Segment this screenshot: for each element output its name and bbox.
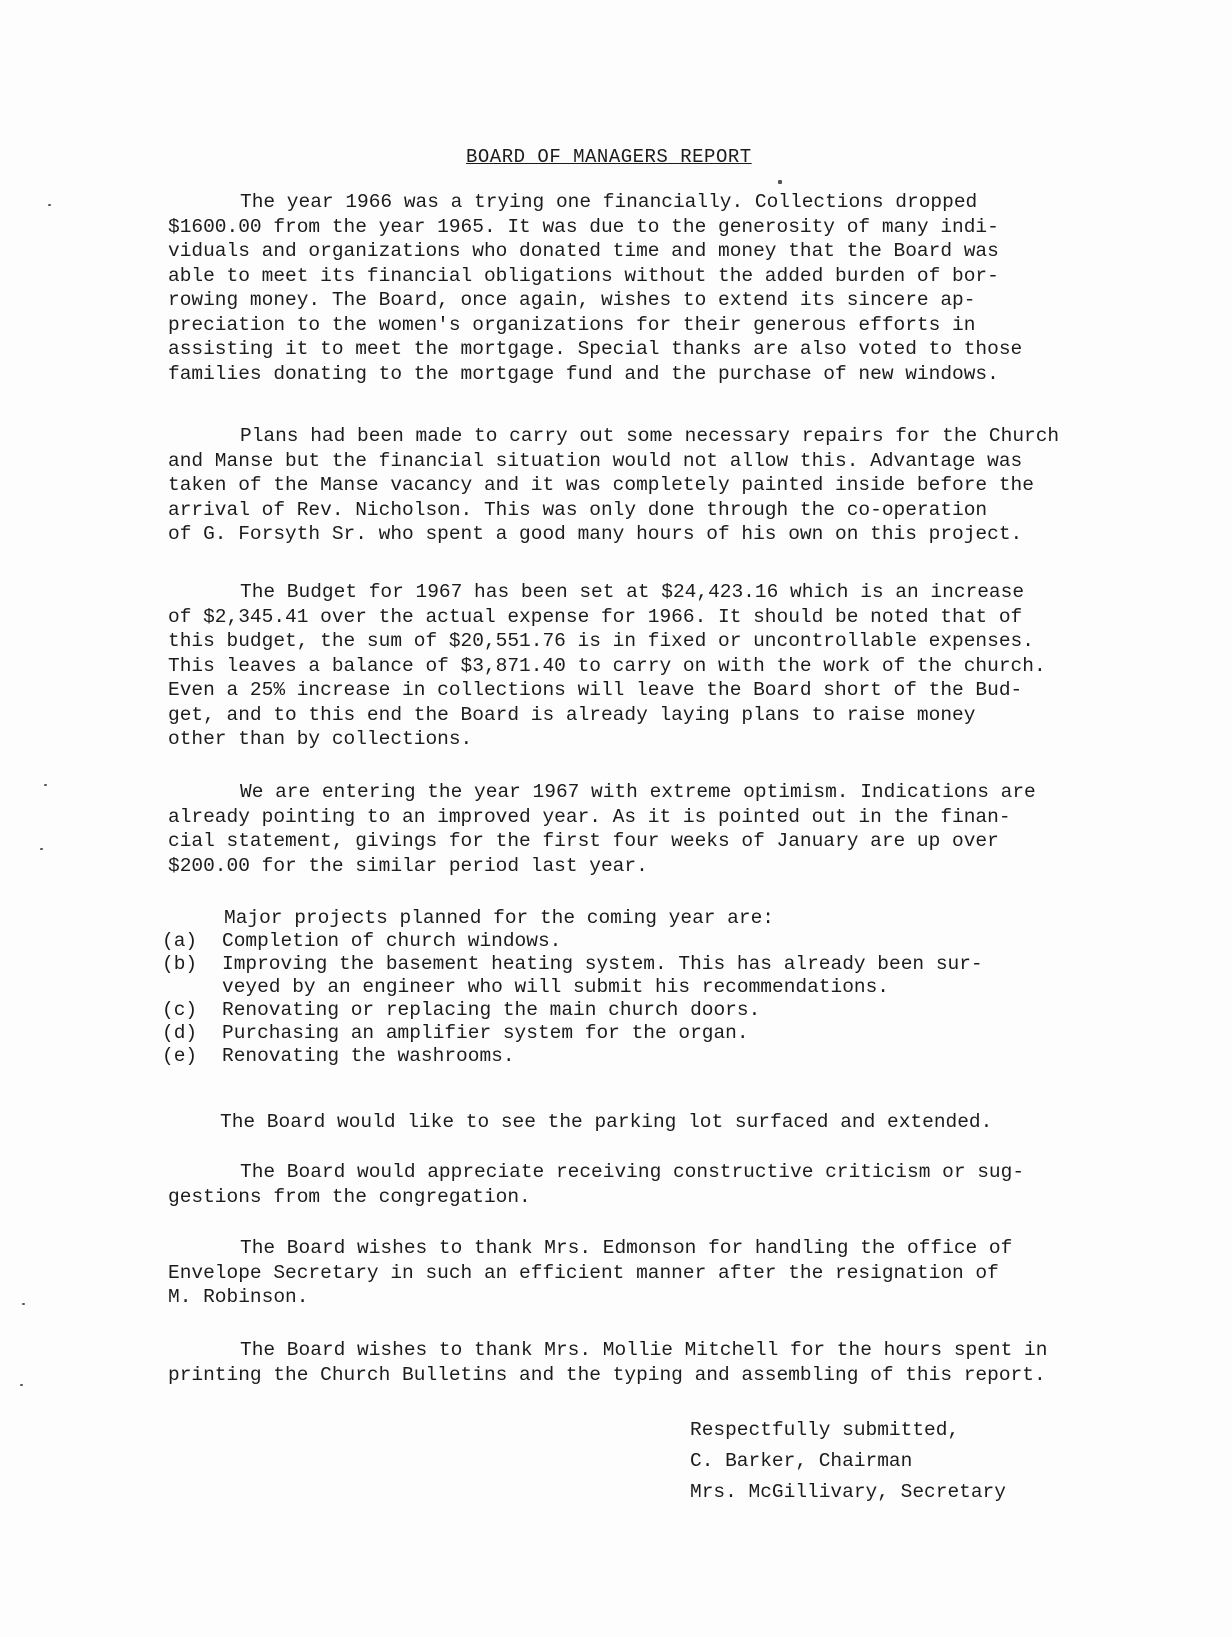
text-line: preciation to the women's organizations for their generous efforts in — [168, 313, 976, 336]
list-item-text: Renovating or replacing the main church doors. — [222, 999, 761, 1021]
paragraph-parking-lot — [168, 1110, 1110, 1135]
scan-speck — [778, 180, 782, 184]
text-line: The Board wishes to thank Mrs. Mollie Mitchell for the hours spent in — [240, 1339, 1048, 1361]
text-line: arrival of Rev. Nicholson. This was only done through the co-operation — [168, 498, 988, 521]
text-line: families donating to the mortgage fund and the purchase of new windows. — [168, 362, 999, 385]
paragraph-repairs — [168, 424, 1110, 547]
text-line: taken of the Manse vacancy and it was completely painted inside before the — [168, 474, 1034, 496]
list-item — [162, 999, 1112, 1022]
signature-secretary: Mrs. McGillivary, Secretary — [690, 1481, 1006, 1503]
scan-speck — [44, 784, 47, 786]
text-line: Even a 25% increase in collections will leave the Board short of the Bud- — [168, 679, 1023, 701]
text-line: The Budget for 1967 has been set at $24,423.16 which is an increase — [240, 581, 1025, 603]
scan-speck — [40, 848, 43, 850]
scan-speck — [22, 1303, 25, 1305]
list-item-text: Improving the basement heating system. This has already been sur- — [222, 953, 983, 975]
text-line: gestions from the congregation. — [168, 1185, 531, 1208]
signature-chairman: C. Barker, Chairman — [690, 1450, 913, 1472]
paragraph-criticism — [168, 1160, 1110, 1209]
text-line: The Board would appreciate receiving constructive criticism or sug- — [240, 1161, 1025, 1183]
list-item-text: Purchasing an amplifier system for the organ. — [222, 1022, 749, 1044]
text-line: viduals and organizations who donated time and money that the Board was — [168, 240, 999, 262]
text-line: $200.00 for the similar period last year. — [168, 854, 648, 877]
text-line: cial statement, givings for the first four weeks of January are up over — [168, 830, 999, 852]
paragraph-thanks-mitchell — [168, 1338, 1110, 1387]
text-line: M. Robinson. — [168, 1286, 309, 1308]
scan-speck — [48, 204, 51, 206]
text-line: Envelope Secretary in such an efficient manner after the resignation of — [168, 1261, 999, 1284]
text-line: get, and to this end the Board is already laying plans to raise money — [168, 703, 976, 726]
list-item — [162, 1045, 1112, 1068]
text-line: rowing money. The Board, once again, wishes to extend its sincere ap- — [168, 289, 976, 311]
list-item — [162, 953, 1112, 999]
list-item — [162, 1022, 1112, 1045]
text-line: We are entering the year 1967 with extreme optimism. Indications are — [240, 781, 1036, 803]
list-item — [162, 930, 1112, 953]
text-line: Plans had been made to carry out some necessary repairs for the Church — [240, 425, 1060, 447]
text-line: Major projects planned for the coming year are: — [224, 907, 774, 929]
text-line: This leaves a balance of $3,871.40 to carry on with the work of the church. — [168, 654, 1046, 677]
list-item-text: veyed by an engineer who will submit his recommendations. — [222, 976, 890, 998]
text-line: The Board wishes to thank Mrs. Edmonson for handling the office of — [240, 1237, 1013, 1259]
list-marker: (a) — [162, 930, 198, 952]
list-marker: (d) — [162, 1022, 198, 1044]
signature-closing: Respectfully submitted, — [690, 1419, 960, 1441]
list-marker: (e) — [162, 1045, 198, 1067]
text-line: The Board would like to see the parking lot surfaced and extended. — [220, 1111, 993, 1133]
paragraph-optimism — [168, 780, 1110, 878]
paragraph-financial-year — [168, 190, 1110, 386]
list-marker: (b) — [162, 953, 198, 975]
projects-list — [162, 930, 1112, 1068]
list-item-text: Renovating the washrooms. — [222, 1045, 515, 1067]
text-line: other than by collections. — [168, 728, 473, 750]
text-line: already pointing to an improved year. As it is pointed out in the finan- — [168, 805, 1011, 828]
text-line: The year 1966 was a trying one financially. Collections dropped — [240, 191, 978, 213]
signature-block — [690, 1415, 1006, 1508]
list-item-text: Completion of church windows. — [222, 930, 562, 952]
list-marker: (c) — [162, 999, 198, 1021]
text-line: and Manse but the financial situation would not allow this. Advantage was — [168, 449, 1023, 472]
text-line: of $2,345.41 over the actual expense for 1966. It should be noted that of — [168, 605, 1023, 628]
text-line: this budget, the sum of $20,551.76 is in fixed or uncontrollable expenses. — [168, 630, 1034, 652]
text-line: able to meet its financial obligations without the added burden of bor- — [168, 264, 999, 287]
paragraph-budget — [168, 580, 1110, 752]
text-line: of G. Forsyth Sr. who spent a good many hours of his own on this project. — [168, 523, 1023, 545]
text-line: $1600.00 from the year 1965. It was due to the generosity of many indi- — [168, 215, 999, 238]
paragraph-thanks-edmonson — [168, 1236, 1110, 1310]
report-title: BOARD OF MANAGERS REPORT — [466, 146, 752, 168]
paragraph-projects-intro — [168, 906, 1110, 931]
text-line: printing the Church Bulletins and the typing and assembling of this report. — [168, 1363, 1046, 1386]
scan-speck — [20, 1384, 23, 1386]
text-line: assisting it to meet the mortgage. Special thanks are also voted to those — [168, 338, 1023, 360]
